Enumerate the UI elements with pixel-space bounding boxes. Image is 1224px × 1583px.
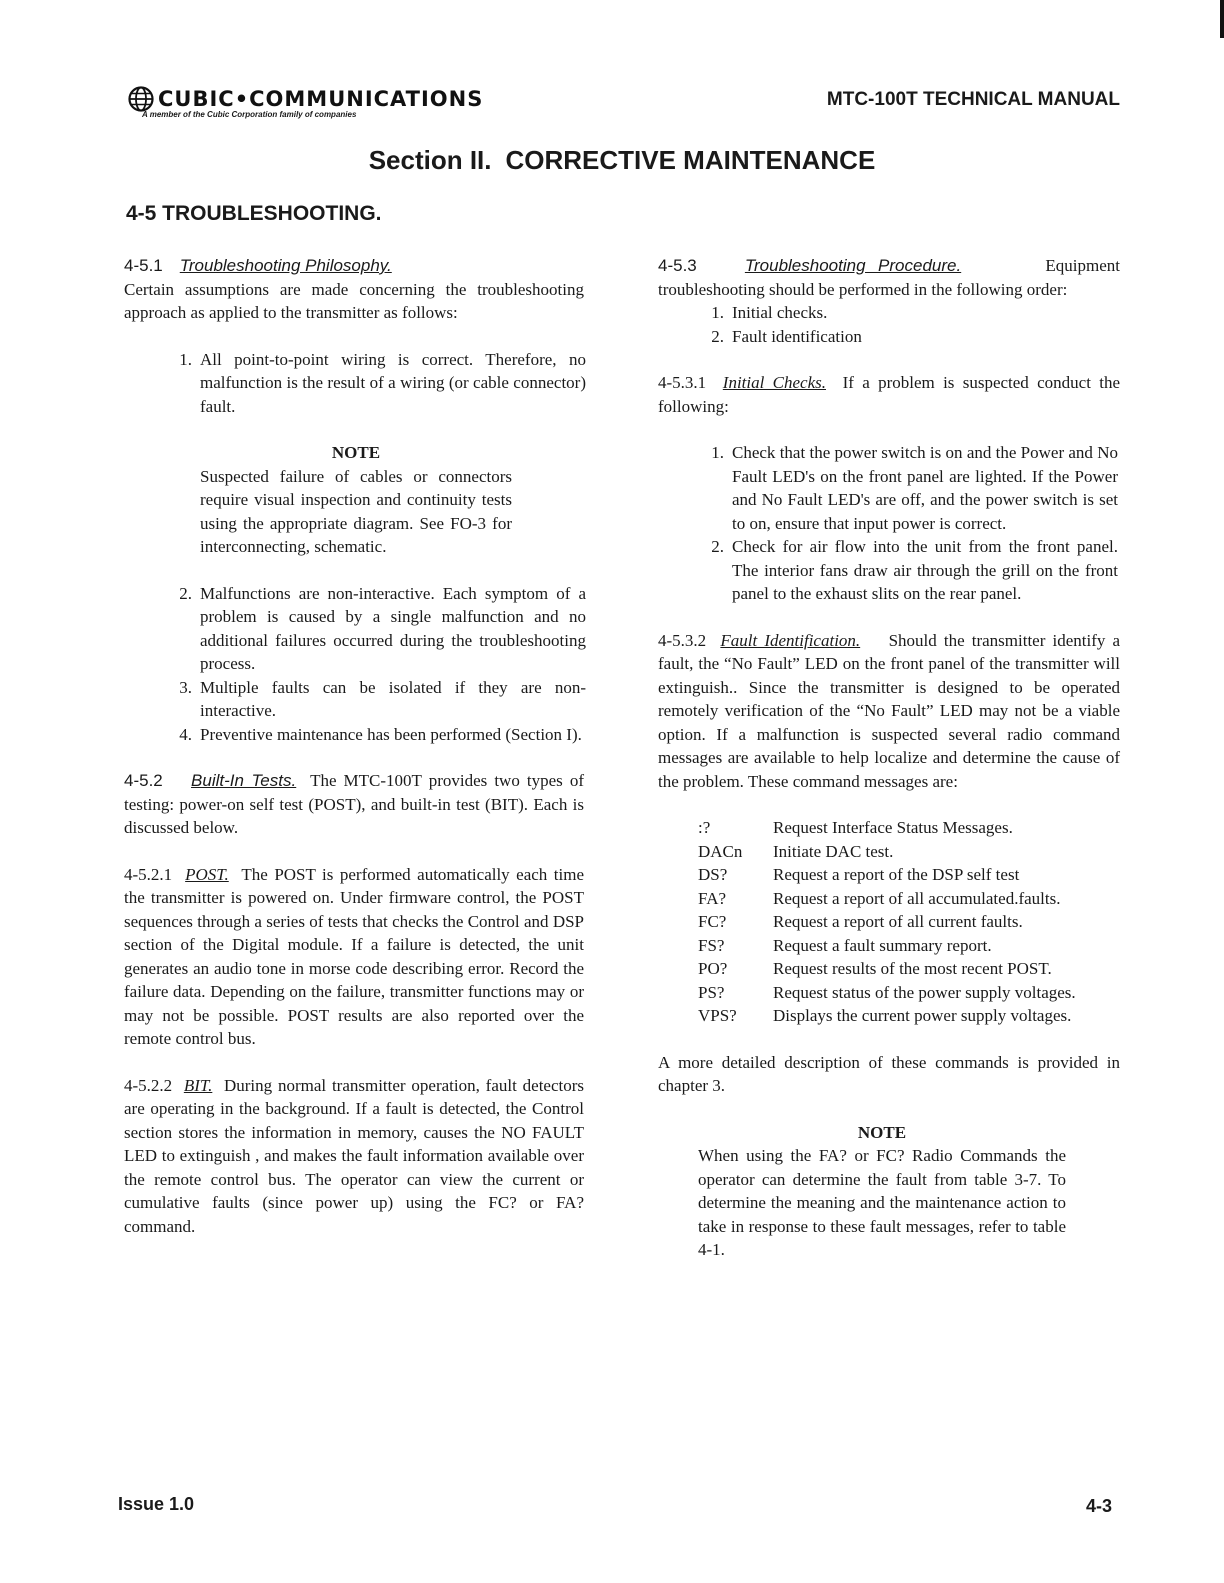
table-row: VPS? Displays the current power supply voltages. bbox=[698, 1006, 1072, 1025]
note-text: When using the FA? or FC? Radio Commands the operator can determine the fault from table 3-7. To determine the meaning and the maintenance action to take in response to these fault messages, refer to table 4-1. bbox=[698, 1146, 1066, 1259]
philosophy-intro: Certain assumptions are made concerning the troubleshooting approach as applied to the transmitter as follows: bbox=[124, 279, 584, 322]
list-item: 2. Fault identification bbox=[711, 326, 862, 346]
list-item: 4. Preventive maintenance has been performed (Section I). bbox=[179, 724, 582, 744]
paragraph-4-5-3: 4-5.3 Troubleshooting Procedure. Equipment troubleshooting should be performed in the following order: bbox=[658, 256, 1120, 299]
chapter-heading: 4-5 TROUBLESHOOTING. bbox=[126, 202, 382, 225]
section-label: Section II. bbox=[368, 145, 492, 175]
note-label: NOTE bbox=[857, 1122, 907, 1142]
table-row: DACn Initiate DAC test. bbox=[698, 841, 894, 861]
logo-wordmark: CUBIC•COMMUNICATIONS bbox=[158, 87, 484, 111]
detail-paragraph: A more detailed description of these commands is provided in chapter 3. bbox=[658, 1052, 1120, 1095]
right-column bbox=[658, 254, 1120, 1262]
list-item: 2. Check for air flow into the unit from the front panel. The interior fans draw air through the grill on the front panel to the exhaust slits on the rear panel. bbox=[711, 537, 1118, 603]
company-logo bbox=[128, 86, 483, 119]
list-item: 2. Malfunctions are non-interactive. Each symptom of a problem is caused by a single malfunction and no additional failures occurred during the troubleshooting process. bbox=[179, 583, 586, 673]
heading-4-5-1: 4-5.1 Troubleshooting Philosophy. bbox=[124, 256, 392, 275]
manual-title: MTC-100T TECHNICAL MANUAL bbox=[826, 89, 1120, 110]
note-box bbox=[200, 441, 512, 559]
note-box bbox=[698, 1121, 1066, 1262]
note-label: NOTE bbox=[331, 443, 381, 462]
paragraph-4-5-3-2: 4-5.3.2 Fault Identification. Should the transmitter identify a fault, the “No Fault” LED on the front panel of the transmitter will extinguish.. Since the transmitter is designed to be operated remotely verification of the “No Fault” LED may not be a viable option. If a malfunction is suspected several radio command messages are available to help localize and determine the cause of the problem. These command messages are: bbox=[658, 630, 1121, 791]
paragraph-4-5-2-2: 4-5.2.2 BIT. During normal transmitter operation, fault detectors are operating in the background. If a fault is detected, the Control section stores the information in memory, causes the NO FAULT LED to extinguish , and makes the fault information available over the remote control bus. The operator can view the current or cumulative faults (since power up) using the FC? or FA? command. bbox=[124, 1075, 585, 1236]
table-row: DS? Request a report of the DSP self test bbox=[698, 865, 1020, 884]
list-item: 1. All point-to-point wiring is correct. Therefore, no malfunction is the result of a wiring (or cable connector) fault. bbox=[179, 349, 586, 416]
list-item: 1. Check that the power switch is on and the Power and No Fault LED's on the front panel are lighted. If the Power and No Fault LED's are off, and the power switch is set to on, ensure that input power is correct. bbox=[711, 443, 1118, 533]
table-row: FA? Request a report of all accumulated.faults. bbox=[698, 888, 1061, 908]
table-row: FS? Request a fault summary report. bbox=[698, 935, 992, 955]
table-row: PS? Request status of the power supply voltages. bbox=[698, 982, 1076, 1002]
paragraph-4-5-2: 4-5.2 Built-In Tests. The MTC-100T provides two types of testing: power-on self test (POST), and built-in test (BIT). Each is discussed below. bbox=[124, 771, 585, 837]
list-item: 1. Initial checks. bbox=[711, 303, 828, 322]
table-row: FC? Request a report of all current faults. bbox=[698, 912, 1023, 931]
assumption-list bbox=[179, 348, 586, 419]
table-row: PO? Request results of the most recent POST. bbox=[698, 959, 1052, 978]
globe-logo-icon bbox=[128, 86, 154, 112]
logo-tagline: A member of the Cubic Corporation family of companies bbox=[142, 110, 357, 119]
table-row: :? Request Interface Status Messages. bbox=[698, 818, 1013, 837]
section-name: CORRECTIVE MAINTENANCE bbox=[505, 145, 876, 175]
paragraph-4-5-2-1: 4-5.2.1 POST. The POST is performed automatically each time the transmitter is powered on. Under firmware control, the POST sequences through a series of tests that checks the Control and DSP section of the Digital module. If a failure is detected, the unit generates an audio tone in morse code describing error. Record the failure data. Depending on the failure, transmitter functions may or may not be possible. POST results are also reported over the remote control bus. bbox=[124, 864, 584, 1048]
issue-label: Issue 1.0 bbox=[118, 1494, 195, 1514]
list-item: 3. Multiple faults can be isolated if they are non-interactive. bbox=[179, 677, 586, 720]
scan-edge-mark bbox=[1220, 0, 1224, 38]
command-table bbox=[698, 816, 1113, 1028]
page-number: 4-3 bbox=[1085, 1496, 1112, 1516]
procedure-order-list bbox=[711, 301, 1120, 348]
assumption-list-continued bbox=[179, 582, 586, 747]
paragraph-4-5-3-1: 4-5.3.1 Initial Checks. If a problem is suspected conduct the following: bbox=[658, 373, 1120, 416]
left-column bbox=[124, 254, 584, 1238]
note-text: Suspected failure of cables or connectors require visual inspection and continuity tests using the appropriate diagram. See FO-3 for interconnecting, schematic. bbox=[200, 466, 512, 556]
initial-checks-list bbox=[711, 441, 1118, 606]
section-title bbox=[0, 145, 1224, 176]
